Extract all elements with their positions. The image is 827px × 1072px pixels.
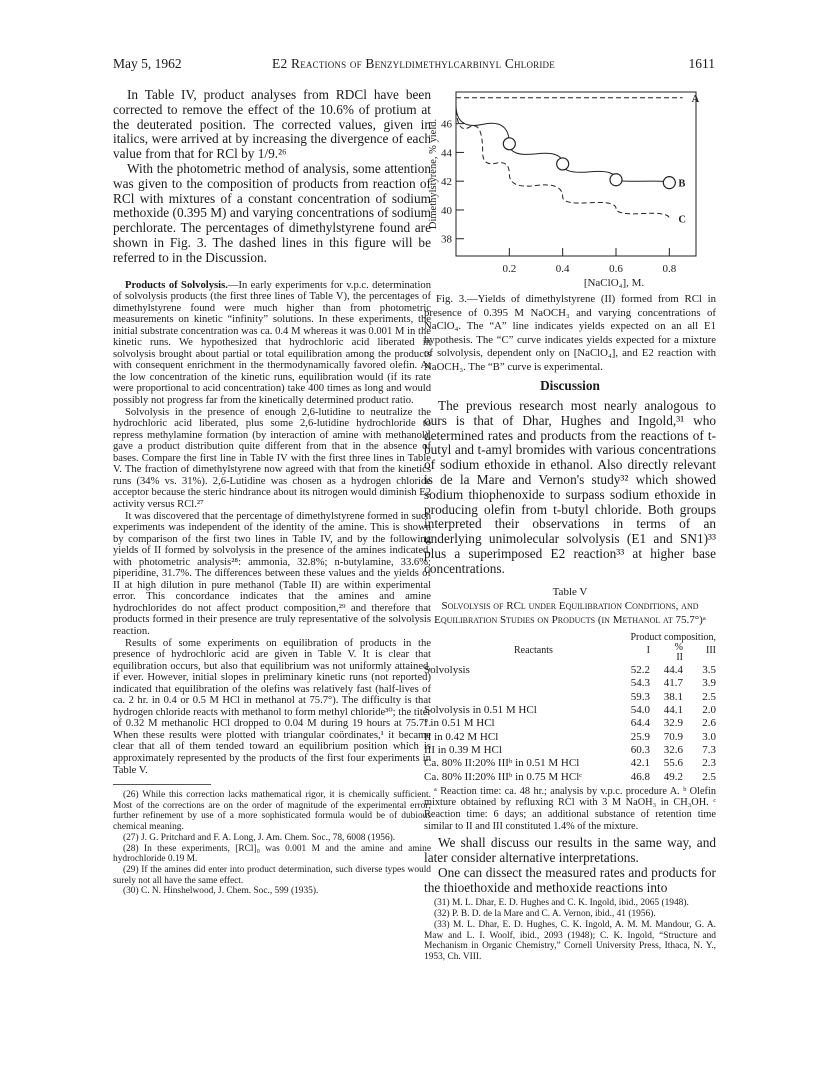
table-cell-value: 52.2 bbox=[630, 664, 650, 677]
right-column bbox=[424, 88, 716, 963]
paragraph-photometric: With the photometric method of analysis, some attention was given to the composition of products from reaction of RCl with mixtures of a constant concentration of sodium methoxide (0.395 M) and varying concentrations of sodium perchlorate. The percentages of dimethylstyrene found are shown in Fig. 3. The dashed lines in this figure will be referred to in the Discussion. bbox=[113, 160, 431, 265]
table-cell-value: 54.3 bbox=[630, 677, 650, 690]
y-tick-label: 40 bbox=[441, 204, 452, 217]
table-cell-value: 25.9 bbox=[630, 730, 650, 743]
paragraph-dissect: One can dissect the measured rates and products for the thioethoxide and methoxide reactions into bbox=[424, 864, 716, 895]
data-point bbox=[503, 138, 515, 150]
table-cell-value: 41.7 bbox=[663, 677, 683, 690]
table-cell-value: 60.3 bbox=[630, 743, 650, 756]
table-cell-value: 64.4 bbox=[630, 717, 650, 730]
table-header-row-2 bbox=[424, 644, 716, 664]
table-cell-value: 2.3 bbox=[702, 757, 716, 770]
table-row bbox=[424, 731, 716, 744]
plot-frame bbox=[456, 92, 696, 256]
table-cell-reactant: Ca. 80% II:20% IIIᵇ in 0.51 M HCl bbox=[424, 757, 580, 770]
table-row bbox=[424, 664, 716, 677]
table-row bbox=[424, 757, 716, 770]
table-cell-value: 7.3 bbox=[702, 743, 716, 756]
table-row bbox=[424, 704, 716, 717]
table-cell-reactant: Ca. 80% II:20% IIIᵇ in 0.75 M HClᶜ bbox=[424, 770, 583, 783]
paragraph-table-iv: In Table IV, product analyses from RDCl have been corrected to remove the effect of the 10.6% of protium at the deuterated position. The corrected values, given in italics, were arrived at by increasing the divergence of each value from that for RCl by 1/9.²⁶ bbox=[113, 87, 431, 162]
table-cell-value: 54.0 bbox=[630, 704, 650, 717]
table-cell-reactant: Solvolysis bbox=[424, 664, 470, 677]
table-notes: ᵃ Reaction time: ca. 48 hr.; analysis by v.p.c. procedure A. ᵇ Olefin mixture obtained by refluxing RCl with 3 M NaOH₃ in CH₃OH. ᶜ Reaction time: 6 days; an additional substance of retention time similar to II and III constituted 1.4% of the mixture. bbox=[424, 785, 716, 832]
table-cell-reactant bbox=[424, 691, 617, 704]
table-cell-value: 38.1 bbox=[663, 690, 683, 703]
paragraph-solvolysis-4: Results of some experiments on equilibration of products in the presence of hydrochloric acid are given in Table V. It is clear that equilibration occurs, but also that equilibrium was not uniformly attained, if ever. However, initial slopes in preliminary kinetic runs (not reported) indicated that equilibration of the olefins was relatively fast (half-lives of ca. 2 hr. in 0.4 or 0.5 M HCl in methanol at 75.7°). The difficulty is that hydrogen chloride reacts with methanol to form methyl chloride³⁰; the titer of 0.32 M methanolic HCl dropped to 0.04 M during 19 hours at 75.7°. When these results were plotted with triangular coördinates,¹ it became clear that all of them tended toward an equilibrium position which is approximately represented by the products of the first four experiments in Table V. bbox=[113, 637, 431, 776]
series-label-A: A bbox=[691, 93, 700, 105]
header-title: E2 Reactions of Benzyldimethylcarbinyl Chloride bbox=[272, 56, 555, 71]
series-line-B bbox=[456, 105, 669, 183]
x-tick-label: 0.2 bbox=[502, 263, 517, 275]
table-v bbox=[424, 631, 716, 784]
x-tick-label: 0.4 bbox=[555, 263, 570, 275]
table-head-product: Product composition, bbox=[630, 631, 716, 643]
footnote-30: (30) C. N. Hinshelwood, J. Chem. Soc., 599 (1935). bbox=[123, 886, 319, 897]
footnote-29: (29) If the amines did enter into product determination, such diverse types would surely not all have the same effect. bbox=[113, 865, 431, 886]
table-row bbox=[424, 677, 716, 690]
figure-3-chart bbox=[424, 88, 716, 288]
table-cell-value: 49.2 bbox=[663, 770, 683, 783]
footnote-28: (28) In these experiments, [RCl]₀ was 0.001 M and the amine and amine hydrochloride 0.19 M. bbox=[113, 843, 431, 865]
table-cell-value: 44.4 bbox=[663, 664, 683, 677]
footnote-31: (31) M. L. Dhar, E. D. Hughes and C. K. Ingold, ibid., 2065 (1948). bbox=[434, 898, 689, 909]
table-cell-value: 3.5 bbox=[702, 664, 716, 677]
x-tick-label: 0.8 bbox=[662, 263, 677, 275]
paragraph-solvolysis-1 bbox=[113, 280, 431, 407]
table-cell-reactant bbox=[424, 677, 617, 690]
data-point bbox=[663, 177, 675, 189]
y-axis-label: Dimethylstyrene, % yield. bbox=[428, 118, 439, 230]
table-cell-value: 2.5 bbox=[702, 770, 716, 783]
table-cell-value: 46.8 bbox=[630, 770, 650, 783]
table-cell-value: 2.5 bbox=[702, 690, 716, 703]
footnote-26: (26) While this correction lacks mathematical rigor, it is chemically sufficient. Most of the corrections are on the order of magnitude of the experimental error; further refinement by use of a more sophisticated formula would be of dubious chemical meaning. bbox=[113, 790, 431, 833]
table-cell-value: 42.1 bbox=[630, 757, 650, 770]
series-label-C: C bbox=[678, 214, 686, 226]
series-label-B: B bbox=[678, 178, 686, 190]
table-head-iii: III bbox=[706, 644, 716, 656]
table-head-reactants: Reactants bbox=[514, 644, 553, 656]
footnote-divider bbox=[113, 784, 211, 785]
table-header-row-1 bbox=[424, 631, 716, 644]
y-tick-label: 38 bbox=[441, 233, 452, 246]
table-head-i: I bbox=[646, 644, 650, 656]
table-head-ii: II bbox=[676, 651, 683, 663]
table-cell-value: 59.3 bbox=[630, 690, 650, 703]
table-cell-value: 44.1 bbox=[663, 704, 683, 717]
table-cell-reactant: III in 0.39 M HCl bbox=[424, 743, 502, 756]
x-axis-label: [NaClO₄], M. bbox=[583, 277, 645, 288]
y-tick-label: 44 bbox=[441, 147, 452, 160]
paragraph-discussion: The previous research most nearly analogous to ours is that of Dhar, Hughes and Ingold,³¹ who determined rates and products from the reactions of t-butyl and t-amyl bromides with various concentrations of sodium ethoxide in ethanol. Also directly relevant is de la Mare and Vernon's study³² which showed sodium thiophenoxide to surpass sodium ethoxide in producing olefin from t-butyl chloride. Both groups interpreted their observations in terms of an underlying unimolecular solvolysis (E1 and SN1)³³ plus a superimposed E2 reaction³³ at higher base concentrations. bbox=[424, 398, 716, 576]
footnote-27: (27) J. G. Pritchard and F. A. Long, J. Am. Chem. Soc., 78, 6008 (1956). bbox=[123, 832, 396, 843]
table-cell-value: 32.6 bbox=[663, 743, 683, 756]
header-date: May 5, 1962 bbox=[113, 56, 182, 71]
table-cell-value: 70.9 bbox=[663, 730, 683, 743]
section-heading-solvolysis: Products of Solvolysis. bbox=[125, 279, 228, 291]
table-cell-value: 2.6 bbox=[702, 717, 716, 730]
table-row bbox=[424, 771, 716, 784]
table-row bbox=[424, 744, 716, 757]
paragraph-discuss-results: We shall discuss our results in the same way, and later consider alternative interpretations. bbox=[424, 835, 716, 865]
table-label: Table V bbox=[552, 585, 588, 598]
table-cell-value: 2.0 bbox=[702, 704, 716, 717]
table-row bbox=[424, 691, 716, 704]
page-number: 1611 bbox=[688, 56, 715, 71]
table-cell-reactant: Solvolysis in 0.51 M HCl bbox=[424, 704, 537, 717]
y-tick-label: 42 bbox=[441, 176, 452, 189]
figure-caption: Fig. 3.—Yields of dimethylstyrene (II) formed from RCl in presence of 0.395 M NaOCH₃ and varying concentrations of NaClO₄. The “A” line indicates yields expected on an all E1 hypothesis. The “C” curve indicates yields expected for a mixture of solvolysis, dependent only on [NaClO₄], and E2 reaction with NaOCH₃. The “B” curve is experimental. bbox=[424, 293, 716, 373]
footnote-32: (32) P. B. D. de la Mare and C. A. Vernon, ibid., 41 (1956). bbox=[434, 909, 656, 920]
data-point bbox=[557, 158, 569, 170]
table-row bbox=[424, 717, 716, 730]
data-point bbox=[610, 174, 622, 186]
paragraph-solvolysis-2: Solvolysis in the presence of enough 2,6-lutidine to neutralize the hydrochloric acid liberated, plus some 2,6-lutidine hydrochloride to repress methylamine formation (by interaction of amine with methanol), gave a product distribution quite different from that in the absence of bases. Compare the first line in Table IV with the first three lines in Table V. The fraction of dimethylstyrene now agreed with that from the kinetics runs (34% vs. 31%). 2,6-Lutidine was chosen as a hydrogen chloride acceptor because the steric hindrance about its nitrogen would diminish E2 activity versus RCl.²⁷ bbox=[113, 406, 431, 510]
table-cell-value: 3.0 bbox=[702, 730, 716, 743]
table-cell-value: 3.9 bbox=[702, 677, 716, 690]
table-cell-reactant: II in 0.42 M HCl bbox=[424, 730, 499, 743]
y-tick-label: 46 bbox=[441, 118, 452, 131]
table-title: Solvolysis of RCl under Equilibration Conditions, and Equilibration Studies on Products (in Methanol at 75.7°)ᵃ bbox=[434, 599, 706, 626]
left-column bbox=[113, 88, 431, 897]
table-cell-reactant: I in 0.51 M HCl bbox=[424, 717, 495, 730]
table-head-percent: % bbox=[674, 641, 683, 653]
running-header bbox=[0, 56, 827, 76]
discussion-heading: Discussion bbox=[540, 378, 600, 393]
paragraph-solvolysis-3: It was discovered that the percentage of dimethylstyrene formed in such experiments was independent of the identity of the amine. This is shown by comparison of the first two lines in Table IV, and by the following yields of II formed by solvolysis in the presence of the amines indicated, with photometric analysis²⁸: ammonia, 32.8%; n-butylamine, 33.6%; piperidine, 31.7%. The differences between these values and the yields of II at high dilution in pure methanol (Table II) are within experimental error. This concordance indicates that the amines and amine hydrochlorides do not affect product composition,²⁹ and therefore that products formed in their presence are truly representative of the solvolysis reaction. bbox=[113, 510, 431, 637]
table-cell-value: 32.9 bbox=[663, 717, 683, 730]
solvolysis-text-1: —In early experiments for v.p.c. determination of solvolysis products (the first three lines of Table V), the percentages of dimethylstyrene found were much higher than from photometric measurements on kinetic “infinity” solutions. In these experiments, the initial substrate concentration was ca. 0.4 M whereas it was 0.001 M in the kinetic runs. We hypothesized that hydrochloric acid liberated in solvolysis brought about partial or total equilibration among the products with consequent enrichment in the thermodynamically favored olefin. At the low concentration of the kinetic runs, equilibration would (if its rate were proportional to acid concentration) take 400 times as long and would possibly not progress far from the kinetically determined product ratio. bbox=[113, 279, 431, 407]
table-cell-value: 55.6 bbox=[663, 757, 683, 770]
x-tick-label: 0.6 bbox=[609, 263, 623, 275]
footnote-33: (33) M. L. Dhar, E. D. Hughes, C. K. Ingold, A. M. M. Mandour, G. A. Maw and L. I. Woolf, ibid., 2093 (1948); C. K. Ingold, “Structure and Mechanism in Organic Chemistry,” Cornell University Press, Ithaca, N. Y., 1953, Ch. VIII. bbox=[424, 919, 716, 962]
